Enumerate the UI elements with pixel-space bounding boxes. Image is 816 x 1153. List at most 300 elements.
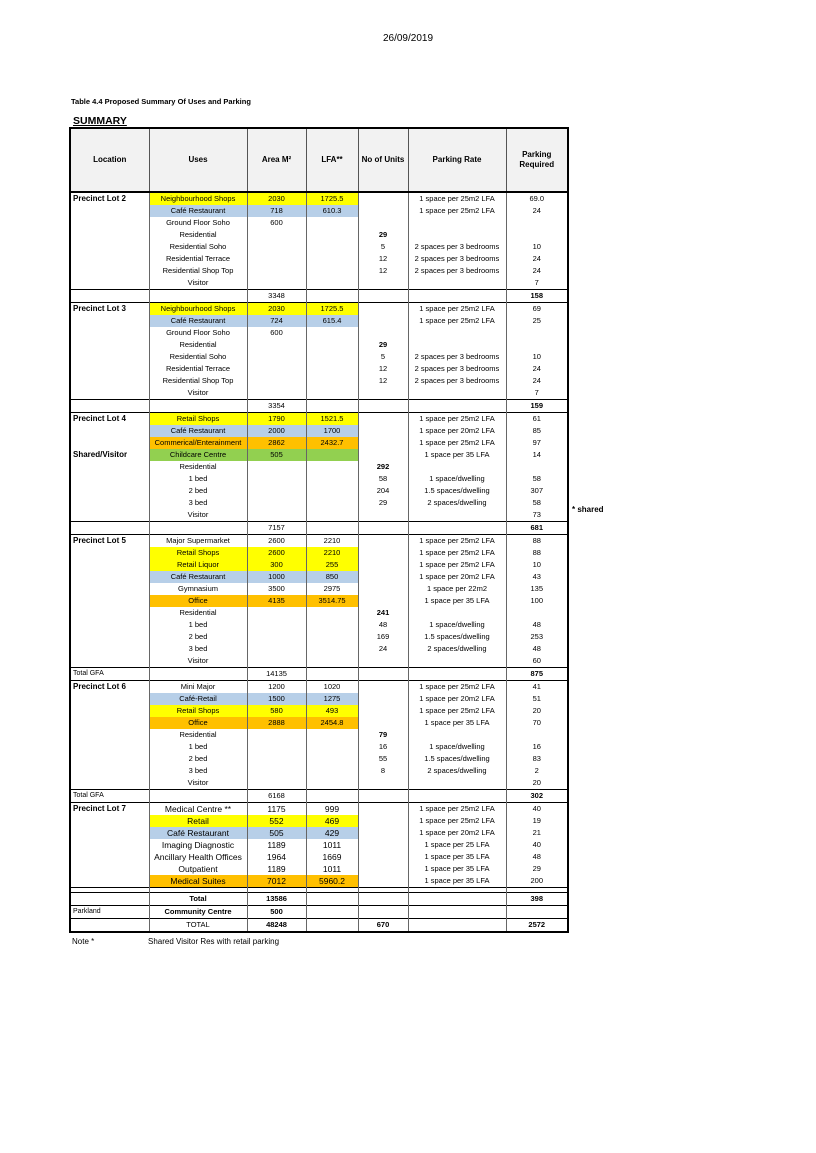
cell-parking-rate: 2 spaces/dwelling	[408, 497, 506, 509]
cell-lfa: 255	[306, 559, 358, 571]
cell-lfa	[306, 375, 358, 387]
header-parking-required: Parking Required	[506, 128, 568, 192]
cell-location	[70, 327, 149, 339]
cell-location	[70, 765, 149, 777]
cell-location	[70, 607, 149, 619]
cell-lfa	[306, 339, 358, 351]
cell-location: Precinct Lot 7	[70, 803, 149, 816]
cell-use: Retail Shops	[149, 413, 247, 426]
cell-area: 724	[247, 315, 306, 327]
cell-use	[149, 790, 247, 803]
cell-parking-rate: 1 space per 20m2 LFA	[408, 571, 506, 583]
cell-units	[358, 437, 408, 449]
cell-area: 1189	[247, 863, 306, 875]
table-row	[70, 473, 568, 485]
cell-lfa	[306, 643, 358, 655]
table-row	[70, 535, 568, 548]
cell-use: Café Restaurant	[149, 205, 247, 217]
cell-lfa	[306, 509, 358, 522]
note-label: Note *	[72, 937, 95, 946]
cell-location: Total GFA	[70, 668, 149, 681]
cell-parking-required: 2572	[506, 919, 568, 933]
cell-parking-rate: 2 spaces/dwelling	[408, 765, 506, 777]
header-units: No of Units	[358, 128, 408, 192]
header-parking-rate: Parking Rate	[408, 128, 506, 192]
cell-area	[247, 607, 306, 619]
table-row	[70, 425, 568, 437]
cell-parking-required: 875	[506, 668, 568, 681]
cell-lfa	[306, 363, 358, 375]
cell-location	[70, 363, 149, 375]
cell-use: Residential Soho	[149, 241, 247, 253]
cell-location	[70, 253, 149, 265]
cell-lfa	[306, 790, 358, 803]
cell-parking-rate: 1 space/dwelling	[408, 473, 506, 485]
header-area: Area M²	[247, 128, 306, 192]
cell-parking-required: 21	[506, 827, 568, 839]
cell-area: 7012	[247, 875, 306, 888]
table-row	[70, 217, 568, 229]
cell-units	[358, 217, 408, 229]
cell-parking-required: 61	[506, 413, 568, 426]
cell-lfa: 850	[306, 571, 358, 583]
cell-parking-required: 73	[506, 509, 568, 522]
cell-area: 505	[247, 827, 306, 839]
cell-parking-rate: 2 spaces per 3 bedrooms	[408, 363, 506, 375]
cell-location	[70, 583, 149, 595]
cell-units: 5	[358, 241, 408, 253]
cell-use: Visitor	[149, 277, 247, 290]
cell-lfa	[306, 668, 358, 681]
cell-use: Residential Shop Top	[149, 265, 247, 277]
cell-units	[358, 425, 408, 437]
cell-use: Total	[149, 893, 247, 906]
table-row	[70, 363, 568, 375]
table-row	[70, 375, 568, 387]
table-row	[70, 681, 568, 694]
cell-use: Neighbourhood Shops	[149, 192, 247, 205]
cell-area	[247, 277, 306, 290]
cell-parking-required: 10	[506, 241, 568, 253]
cell-location	[70, 509, 149, 522]
cell-area: 14135	[247, 668, 306, 681]
cell-area	[247, 229, 306, 241]
cell-lfa: 1020	[306, 681, 358, 694]
table-caption: Table 4.4 Proposed Summary Of Uses and Parking	[71, 97, 251, 106]
cell-units	[358, 205, 408, 217]
cell-units: 79	[358, 729, 408, 741]
cell-parking-rate: 1 space per 25m2 LFA	[408, 681, 506, 694]
cell-use: Residential Soho	[149, 351, 247, 363]
cell-use: Visitor	[149, 777, 247, 790]
cell-units	[358, 559, 408, 571]
cell-parking-required: 60	[506, 655, 568, 668]
cell-parking-rate: 1 space per 25 LFA	[408, 839, 506, 851]
table-row	[70, 643, 568, 655]
cell-use: 1 bed	[149, 619, 247, 631]
cell-use: Retail	[149, 815, 247, 827]
cell-location	[70, 387, 149, 400]
cell-use: 2 bed	[149, 485, 247, 497]
table-row	[70, 339, 568, 351]
cell-area: 600	[247, 327, 306, 339]
cell-units	[358, 535, 408, 548]
cell-use: Office	[149, 595, 247, 607]
cell-use	[149, 290, 247, 303]
table-row	[70, 607, 568, 619]
cell-area: 13586	[247, 893, 306, 906]
cell-use: 1 bed	[149, 473, 247, 485]
cell-use: Café Restaurant	[149, 425, 247, 437]
cell-parking-required: 43	[506, 571, 568, 583]
table-row	[70, 583, 568, 595]
cell-parking-rate: 1 space per 25m2 LFA	[408, 803, 506, 816]
cell-location	[70, 705, 149, 717]
cell-units: 24	[358, 643, 408, 655]
cell-units	[358, 893, 408, 906]
cell-use: Community Centre	[149, 906, 247, 919]
cell-parking-rate: 2 spaces per 3 bedrooms	[408, 253, 506, 265]
cell-parking-rate: 1 space per 25m2 LFA	[408, 437, 506, 449]
cell-parking-required: 58	[506, 497, 568, 509]
cell-location	[70, 375, 149, 387]
cell-use: 2 bed	[149, 631, 247, 643]
cell-location	[70, 827, 149, 839]
cell-lfa: 1725.5	[306, 192, 358, 205]
cell-units	[358, 681, 408, 694]
table-row	[70, 449, 568, 461]
cell-units	[358, 277, 408, 290]
cell-area	[247, 339, 306, 351]
cell-lfa: 1011	[306, 863, 358, 875]
table-row	[70, 729, 568, 741]
cell-parking-required: 24	[506, 375, 568, 387]
table-row	[70, 400, 568, 413]
cell-use: Visitor	[149, 387, 247, 400]
cell-use: Residential Terrace	[149, 253, 247, 265]
cell-parking-required	[506, 229, 568, 241]
cell-use: Medical Suites	[149, 875, 247, 888]
cell-units	[358, 522, 408, 535]
cell-parking-rate	[408, 509, 506, 522]
cell-use	[149, 668, 247, 681]
summary-table	[69, 127, 569, 933]
header-uses: Uses	[149, 128, 247, 192]
cell-parking-required: 48	[506, 619, 568, 631]
cell-parking-required: 88	[506, 535, 568, 548]
cell-parking-required: 681	[506, 522, 568, 535]
table-row	[70, 705, 568, 717]
cell-parking-rate: 2 spaces per 3 bedrooms	[408, 351, 506, 363]
cell-parking-rate	[408, 217, 506, 229]
cell-parking-rate	[408, 919, 506, 933]
table-row	[70, 351, 568, 363]
table-row	[70, 839, 568, 851]
cell-use: 2 bed	[149, 753, 247, 765]
cell-location	[70, 777, 149, 790]
cell-area	[247, 485, 306, 497]
cell-parking-required: 10	[506, 559, 568, 571]
cell-parking-required: 7	[506, 277, 568, 290]
cell-location	[70, 229, 149, 241]
cell-location: Precinct Lot 2	[70, 192, 149, 205]
cell-parking-required: 41	[506, 681, 568, 694]
cell-area	[247, 777, 306, 790]
cell-use: Residential	[149, 729, 247, 741]
table-row	[70, 290, 568, 303]
cell-parking-required: 158	[506, 290, 568, 303]
table-row	[70, 777, 568, 790]
cell-parking-rate: 1 space per 35 LFA	[408, 875, 506, 888]
cell-area: 1175	[247, 803, 306, 816]
cell-area: 1189	[247, 839, 306, 851]
table-row	[70, 919, 568, 933]
cell-location	[70, 655, 149, 668]
table-row	[70, 893, 568, 906]
cell-lfa: 1011	[306, 839, 358, 851]
cell-parking-rate: 1 space per 25m2 LFA	[408, 559, 506, 571]
cell-area	[247, 241, 306, 253]
table-row	[70, 547, 568, 559]
cell-units: 12	[358, 363, 408, 375]
cell-units	[358, 583, 408, 595]
shared-annotation: * shared	[572, 505, 604, 514]
cell-use: Ground Floor Soho	[149, 217, 247, 229]
cell-parking-rate	[408, 607, 506, 619]
cell-lfa: 1275	[306, 693, 358, 705]
cell-area	[247, 253, 306, 265]
cell-area: 3348	[247, 290, 306, 303]
cell-area: 1000	[247, 571, 306, 583]
cell-location	[70, 851, 149, 863]
cell-parking-required: 25	[506, 315, 568, 327]
cell-use: Café-Retail	[149, 693, 247, 705]
cell-use: Ground Floor Soho	[149, 327, 247, 339]
cell-lfa	[306, 473, 358, 485]
cell-parking-required: 20	[506, 705, 568, 717]
cell-use: Café Restaurant	[149, 315, 247, 327]
cell-location	[70, 893, 149, 906]
cell-parking-rate: 2 spaces per 3 bedrooms	[408, 265, 506, 277]
cell-area	[247, 643, 306, 655]
table-row	[70, 619, 568, 631]
cell-parking-required: 58	[506, 473, 568, 485]
cell-lfa	[306, 351, 358, 363]
cell-location: Precinct Lot 3	[70, 303, 149, 316]
cell-use: Childcare Centre	[149, 449, 247, 461]
cell-parking-rate: 1 space per 35 LFA	[408, 717, 506, 729]
cell-lfa	[306, 729, 358, 741]
cell-area	[247, 497, 306, 509]
cell-parking-required: 135	[506, 583, 568, 595]
cell-units: 5	[358, 351, 408, 363]
cell-location	[70, 571, 149, 583]
cell-use: Imaging Diagnostic	[149, 839, 247, 851]
cell-units	[358, 803, 408, 816]
cell-location	[70, 863, 149, 875]
cell-units: 55	[358, 753, 408, 765]
cell-parking-required: 14	[506, 449, 568, 461]
cell-parking-rate: 1 space per 20m2 LFA	[408, 827, 506, 839]
cell-lfa	[306, 461, 358, 473]
cell-units: 58	[358, 473, 408, 485]
cell-parking-required: 48	[506, 851, 568, 863]
cell-area: 3354	[247, 400, 306, 413]
table-row	[70, 906, 568, 919]
cell-parking-rate: 1 space per 20m2 LFA	[408, 425, 506, 437]
cell-lfa	[306, 741, 358, 753]
cell-units	[358, 839, 408, 851]
cell-units: 29	[358, 497, 408, 509]
cell-location: Parkland	[70, 906, 149, 919]
cell-lfa	[306, 777, 358, 790]
table-row	[70, 509, 568, 522]
cell-lfa	[306, 229, 358, 241]
cell-location	[70, 631, 149, 643]
cell-area	[247, 375, 306, 387]
cell-parking-rate	[408, 290, 506, 303]
cell-parking-rate	[408, 655, 506, 668]
cell-area	[247, 387, 306, 400]
cell-lfa	[306, 387, 358, 400]
cell-location: Total GFA	[70, 790, 149, 803]
cell-area	[247, 473, 306, 485]
cell-parking-rate: 1 space per 22m2	[408, 583, 506, 595]
cell-units	[358, 400, 408, 413]
cell-lfa: 469	[306, 815, 358, 827]
cell-units	[358, 777, 408, 790]
cell-use: Major Supermarket	[149, 535, 247, 548]
cell-parking-required: 51	[506, 693, 568, 705]
cell-use: Visitor	[149, 655, 247, 668]
table-row	[70, 327, 568, 339]
cell-units	[358, 851, 408, 863]
cell-units: 12	[358, 265, 408, 277]
cell-units	[358, 827, 408, 839]
cell-area: 1500	[247, 693, 306, 705]
cell-location	[70, 400, 149, 413]
cell-units: 670	[358, 919, 408, 933]
cell-lfa: 999	[306, 803, 358, 816]
cell-area: 4135	[247, 595, 306, 607]
cell-use: Office	[149, 717, 247, 729]
cell-location	[70, 522, 149, 535]
cell-use: Café Restaurant	[149, 827, 247, 839]
cell-parking-rate	[408, 387, 506, 400]
cell-use	[149, 400, 247, 413]
cell-parking-rate: 1.5 spaces/dwelling	[408, 753, 506, 765]
cell-use: Retail Shops	[149, 547, 247, 559]
cell-location	[70, 290, 149, 303]
cell-area: 1200	[247, 681, 306, 694]
cell-units	[358, 705, 408, 717]
cell-parking-rate: 2 spaces per 3 bedrooms	[408, 375, 506, 387]
cell-parking-required	[506, 906, 568, 919]
cell-lfa: 1700	[306, 425, 358, 437]
cell-parking-required: 398	[506, 893, 568, 906]
cell-lfa	[306, 327, 358, 339]
table-row	[70, 753, 568, 765]
cell-lfa: 2210	[306, 535, 358, 548]
cell-lfa	[306, 631, 358, 643]
cell-parking-rate	[408, 229, 506, 241]
cell-use: TOTAL	[149, 919, 247, 933]
cell-location	[70, 473, 149, 485]
cell-parking-rate: 1 space per 25m2 LFA	[408, 192, 506, 205]
header-location: Location	[70, 128, 149, 192]
cell-lfa	[306, 253, 358, 265]
cell-parking-rate: 1 space per 25m2 LFA	[408, 815, 506, 827]
cell-use: 3 bed	[149, 643, 247, 655]
cell-parking-required: 100	[506, 595, 568, 607]
cell-parking-required: 10	[506, 351, 568, 363]
cell-parking-required: 24	[506, 265, 568, 277]
cell-area: 580	[247, 705, 306, 717]
table-row	[70, 461, 568, 473]
cell-parking-rate: 1 space per 35 LFA	[408, 851, 506, 863]
cell-parking-required	[506, 607, 568, 619]
cell-parking-required: 83	[506, 753, 568, 765]
cell-parking-rate	[408, 729, 506, 741]
cell-parking-required: 19	[506, 815, 568, 827]
cell-area: 300	[247, 559, 306, 571]
cell-use: Residential Terrace	[149, 363, 247, 375]
cell-units	[358, 387, 408, 400]
cell-location	[70, 753, 149, 765]
cell-units	[358, 906, 408, 919]
cell-area	[247, 509, 306, 522]
cell-area: 7157	[247, 522, 306, 535]
table-row	[70, 265, 568, 277]
cell-units	[358, 668, 408, 681]
table-row	[70, 241, 568, 253]
cell-parking-rate: 1 space per 25m2 LFA	[408, 413, 506, 426]
cell-use: Residential Shop Top	[149, 375, 247, 387]
cell-units	[358, 815, 408, 827]
cell-area: 1790	[247, 413, 306, 426]
cell-location	[70, 875, 149, 888]
cell-area	[247, 265, 306, 277]
cell-lfa	[306, 919, 358, 933]
cell-lfa	[306, 485, 358, 497]
cell-location	[70, 425, 149, 437]
cell-parking-rate: 1 space/dwelling	[408, 619, 506, 631]
cell-lfa	[306, 265, 358, 277]
table-row	[70, 559, 568, 571]
cell-lfa: 2975	[306, 583, 358, 595]
cell-parking-rate	[408, 461, 506, 473]
cell-location	[70, 277, 149, 290]
cell-area: 2862	[247, 437, 306, 449]
cell-units: 29	[358, 229, 408, 241]
cell-location	[70, 265, 149, 277]
table-row	[70, 497, 568, 509]
cell-area: 505	[247, 449, 306, 461]
cell-location	[70, 693, 149, 705]
cell-location	[70, 815, 149, 827]
cell-use: Ancillary Health Offices	[149, 851, 247, 863]
cell-parking-required	[506, 729, 568, 741]
cell-area: 2600	[247, 547, 306, 559]
cell-parking-rate	[408, 790, 506, 803]
cell-lfa: 2432.7	[306, 437, 358, 449]
table-row	[70, 205, 568, 217]
cell-parking-rate: 1 space per 35 LFA	[408, 449, 506, 461]
cell-parking-required: 7	[506, 387, 568, 400]
table-row	[70, 437, 568, 449]
cell-lfa	[306, 241, 358, 253]
cell-parking-required: 302	[506, 790, 568, 803]
